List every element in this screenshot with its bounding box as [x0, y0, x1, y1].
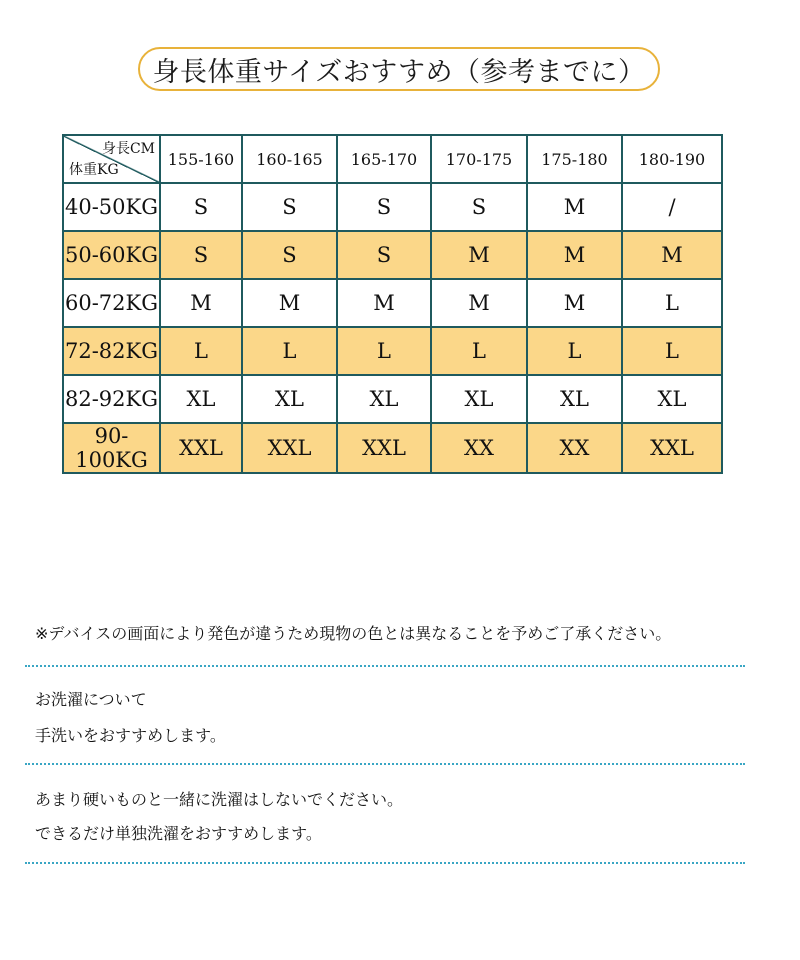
height-header: 160-165: [242, 135, 337, 183]
size-cell: L: [242, 327, 337, 375]
weight-axis-label: 体重KG: [69, 162, 119, 178]
size-cell: S: [160, 231, 242, 279]
size-cell: M: [431, 231, 527, 279]
size-cell: S: [431, 183, 527, 231]
size-cell: M: [527, 279, 622, 327]
height-axis-label: 身長CM: [101, 141, 155, 157]
washing-heading: お洗濯について: [35, 690, 147, 709]
size-cell: XL: [622, 375, 722, 423]
size-cell: S: [337, 231, 431, 279]
weight-label: 72-82KG: [63, 327, 160, 375]
size-cell: L: [622, 279, 722, 327]
size-chart-table: [62, 134, 723, 474]
size-cell: XXL: [337, 423, 431, 473]
size-cell: XL: [431, 375, 527, 423]
weight-label: 50-60KG: [63, 231, 160, 279]
height-header: 180-190: [622, 135, 722, 183]
table-corner-cell: [63, 135, 160, 183]
table-row: [63, 183, 722, 231]
size-cell: XL: [527, 375, 622, 423]
size-cell: S: [242, 183, 337, 231]
size-cell: L: [431, 327, 527, 375]
size-cell: XL: [242, 375, 337, 423]
size-cell: L: [527, 327, 622, 375]
size-cell: XX: [431, 423, 527, 473]
table-row: [63, 375, 722, 423]
washing-instruction-separate: あまり硬いものと一緒に洗濯はしないでください。: [35, 790, 404, 809]
size-cell: M: [160, 279, 242, 327]
size-cell: M: [527, 231, 622, 279]
divider: [25, 665, 745, 667]
weight-label: 90-100KG: [63, 423, 160, 473]
height-header: 155-160: [160, 135, 242, 183]
size-cell: XXL: [160, 423, 242, 473]
size-cell: XX: [527, 423, 622, 473]
weight-label: 60-72KG: [63, 279, 160, 327]
size-cell: L: [160, 327, 242, 375]
table-header-row: [63, 135, 722, 183]
size-cell: XL: [160, 375, 242, 423]
size-cell: XXL: [622, 423, 722, 473]
size-cell: /: [622, 183, 722, 231]
table-row: [63, 279, 722, 327]
table-row: [63, 231, 722, 279]
color-disclaimer: ※デバイスの画面により発色が違うため現物の色とは異なることを予めご了承ください。: [35, 624, 672, 643]
washing-instruction-hand: 手洗いをおすすめします。: [35, 726, 226, 745]
size-cell: S: [160, 183, 242, 231]
size-cell: L: [337, 327, 431, 375]
weight-label: 82-92KG: [63, 375, 160, 423]
size-cell: S: [337, 183, 431, 231]
size-cell: M: [431, 279, 527, 327]
size-cell: XXL: [242, 423, 337, 473]
weight-label: 40-50KG: [63, 183, 160, 231]
height-header: 165-170: [337, 135, 431, 183]
size-cell: L: [622, 327, 722, 375]
divider: [25, 862, 745, 864]
size-cell: S: [242, 231, 337, 279]
size-cell: M: [337, 279, 431, 327]
table-row: [63, 327, 722, 375]
height-header: 170-175: [431, 135, 527, 183]
size-cell: M: [242, 279, 337, 327]
size-cell: M: [527, 183, 622, 231]
size-cell: M: [622, 231, 722, 279]
divider: [25, 763, 745, 765]
page-title: 身長体重サイズおすすめ（参考までに）: [138, 47, 660, 91]
size-cell: XL: [337, 375, 431, 423]
washing-instruction-alone: できるだけ単独洗濯をおすすめします。: [35, 824, 322, 843]
table-row: [63, 423, 722, 473]
height-header: 175-180: [527, 135, 622, 183]
